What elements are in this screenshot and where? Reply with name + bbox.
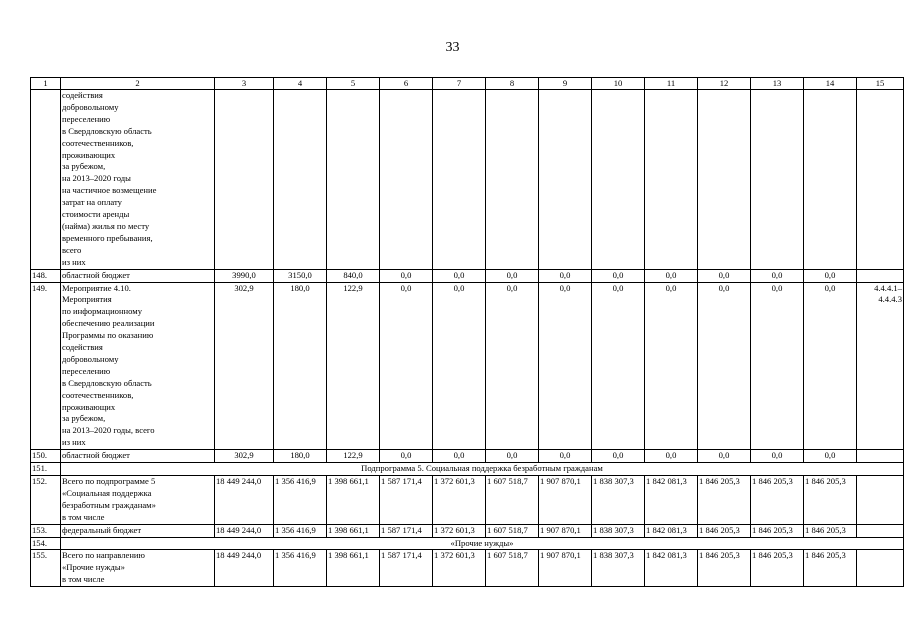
table-row: [31, 537, 904, 550]
row-value: 0,0: [433, 282, 486, 450]
column-number-header: 9: [539, 78, 592, 90]
row-value: 0,0: [698, 450, 751, 463]
row-number: 155.: [31, 550, 61, 587]
section-title: «Прочие нужды»: [61, 537, 904, 550]
row-value: 0,0: [539, 282, 592, 450]
row-value: 18 449 244,0: [215, 476, 274, 525]
row-number: 153.: [31, 524, 61, 537]
table-row: [31, 476, 904, 525]
row-value: 1 838 307,3: [592, 476, 645, 525]
row-value: 1 846 205,3: [751, 476, 804, 525]
row-value: 1 838 307,3: [592, 524, 645, 537]
row-value: 0,0: [751, 269, 804, 282]
row-value: 1 846 205,3: [751, 550, 804, 587]
table-row: [31, 463, 904, 476]
column-number-header: 5: [327, 78, 380, 90]
row-target-code: [857, 450, 904, 463]
row-value: 1 838 307,3: [592, 550, 645, 587]
table-row: [31, 90, 904, 270]
row-value: 122,9: [327, 282, 380, 450]
row-value: 1 846 205,3: [698, 476, 751, 525]
column-number-header: 6: [380, 78, 433, 90]
table-row: [31, 550, 904, 587]
row-value: 1 372 601,3: [433, 550, 486, 587]
row-value: [380, 90, 433, 270]
row-value: 0,0: [380, 282, 433, 450]
row-description: Всего по подпрограмме 5 «Социальная поддержка безработным гражданам» в том числе: [61, 476, 215, 525]
column-number-header: 8: [486, 78, 539, 90]
row-value: [215, 90, 274, 270]
row-value: 0,0: [592, 450, 645, 463]
row-target-code: [857, 524, 904, 537]
table-row: [31, 282, 904, 450]
row-value: 1 842 081,3: [645, 550, 698, 587]
row-value: 1 607 518,7: [486, 550, 539, 587]
row-target-code: [857, 90, 904, 270]
row-value: 1 356 416,9: [274, 476, 327, 525]
row-description: федеральный бюджет: [61, 524, 215, 537]
row-value: 1 846 205,3: [804, 476, 857, 525]
row-value: 180,0: [274, 450, 327, 463]
row-value: 180,0: [274, 282, 327, 450]
row-value: 18 449 244,0: [215, 524, 274, 537]
row-value: 18 449 244,0: [215, 550, 274, 587]
row-value: 0,0: [698, 269, 751, 282]
row-value: 0,0: [433, 269, 486, 282]
row-value: 1 607 518,7: [486, 476, 539, 525]
row-number: 150.: [31, 450, 61, 463]
row-number: 151.: [31, 463, 61, 476]
table-row: [31, 450, 904, 463]
column-number-header: 3: [215, 78, 274, 90]
column-number-header: 11: [645, 78, 698, 90]
row-value: 1 907 870,1: [539, 476, 592, 525]
row-number: 154.: [31, 537, 61, 550]
column-number-header: 2: [61, 78, 215, 90]
row-target-code: [857, 269, 904, 282]
column-number-header: 13: [751, 78, 804, 90]
row-value: 1 846 205,3: [698, 524, 751, 537]
row-value: 1 398 661,1: [327, 550, 380, 587]
row-value: 3990,0: [215, 269, 274, 282]
row-value: 0,0: [645, 450, 698, 463]
row-value: [751, 90, 804, 270]
row-target-code: [857, 476, 904, 525]
row-value: 3150,0: [274, 269, 327, 282]
column-number-header: 14: [804, 78, 857, 90]
row-value: 1 587 171,4: [380, 550, 433, 587]
column-number-header: 4: [274, 78, 327, 90]
row-value: 1 398 661,1: [327, 476, 380, 525]
row-value: 1 846 205,3: [804, 550, 857, 587]
column-number-header: 7: [433, 78, 486, 90]
row-value: 0,0: [804, 450, 857, 463]
table-row: [31, 269, 904, 282]
row-value: 0,0: [751, 450, 804, 463]
row-value: 0,0: [592, 269, 645, 282]
row-number: 148.: [31, 269, 61, 282]
row-value: 1 846 205,3: [804, 524, 857, 537]
row-value: 1 846 205,3: [751, 524, 804, 537]
row-value: 1 907 870,1: [539, 550, 592, 587]
row-value: 0,0: [486, 269, 539, 282]
page-number: 33: [445, 40, 460, 55]
row-description: областной бюджет: [61, 269, 215, 282]
row-number: 152.: [31, 476, 61, 525]
row-value: [433, 90, 486, 270]
row-value: 840,0: [327, 269, 380, 282]
row-value: 0,0: [804, 282, 857, 450]
row-description: Всего по направлению «Прочие нужды» в том числе: [61, 550, 215, 587]
row-number: [31, 90, 61, 270]
row-value: 1 846 205,3: [698, 550, 751, 587]
table-header-row: [31, 78, 904, 90]
row-value: 1 356 416,9: [274, 524, 327, 537]
row-value: 1 607 518,7: [486, 524, 539, 537]
column-number-header: 1: [31, 78, 61, 90]
table-row: [31, 524, 904, 537]
row-value: 122,9: [327, 450, 380, 463]
row-value: 0,0: [380, 450, 433, 463]
row-value: 1 398 661,1: [327, 524, 380, 537]
row-value: [592, 90, 645, 270]
row-value: 1 842 081,3: [645, 476, 698, 525]
row-value: 1 372 601,3: [433, 524, 486, 537]
row-target-code: 4.4.4.1– 4.4.4.3: [857, 282, 904, 450]
column-number-header: 15: [857, 78, 904, 90]
row-value: [645, 90, 698, 270]
column-number-header: 12: [698, 78, 751, 90]
row-value: 0,0: [645, 282, 698, 450]
row-value: 1 356 416,9: [274, 550, 327, 587]
row-value: 0,0: [380, 269, 433, 282]
row-value: 1 587 171,4: [380, 524, 433, 537]
row-description: Мероприятие 4.10. Мероприятия по информационному обеспечению реализации Программы по оказанию содействия добровольному переселению в Свердловскую область соотечественников, проживающих за рубежом, на 2013–2020 годы, всего из них: [61, 282, 215, 450]
row-value: 1 587 171,4: [380, 476, 433, 525]
section-title: Подпрограмма 5. Социальная поддержка безработным гражданам: [61, 463, 904, 476]
row-value: 1 842 081,3: [645, 524, 698, 537]
row-value: 0,0: [751, 282, 804, 450]
budget-table: [30, 77, 904, 587]
column-number-header: 10: [592, 78, 645, 90]
row-value: 0,0: [804, 269, 857, 282]
row-value: 1 372 601,3: [433, 476, 486, 525]
row-value: 0,0: [645, 269, 698, 282]
row-value: [539, 90, 592, 270]
row-value: 0,0: [592, 282, 645, 450]
row-value: [274, 90, 327, 270]
row-value: 302,9: [215, 450, 274, 463]
row-value: [804, 90, 857, 270]
row-value: [698, 90, 751, 270]
row-value: 302,9: [215, 282, 274, 450]
row-value: 0,0: [486, 282, 539, 450]
row-value: 0,0: [698, 282, 751, 450]
row-target-code: [857, 550, 904, 587]
row-value: 1 907 870,1: [539, 524, 592, 537]
row-description: областной бюджет: [61, 450, 215, 463]
row-value: 0,0: [433, 450, 486, 463]
row-value: [486, 90, 539, 270]
row-value: [327, 90, 380, 270]
row-value: 0,0: [539, 269, 592, 282]
row-number: 149.: [31, 282, 61, 450]
row-value: 0,0: [486, 450, 539, 463]
row-description: содействия добровольному переселению в Свердловскую область соотечественников, проживающих за рубежом, на 2013–2020 годы на частичное возмещение затрат на оплату стоимости аренды (найма) жилья по месту временного пребывания, всего из них: [61, 90, 215, 270]
row-value: 0,0: [539, 450, 592, 463]
